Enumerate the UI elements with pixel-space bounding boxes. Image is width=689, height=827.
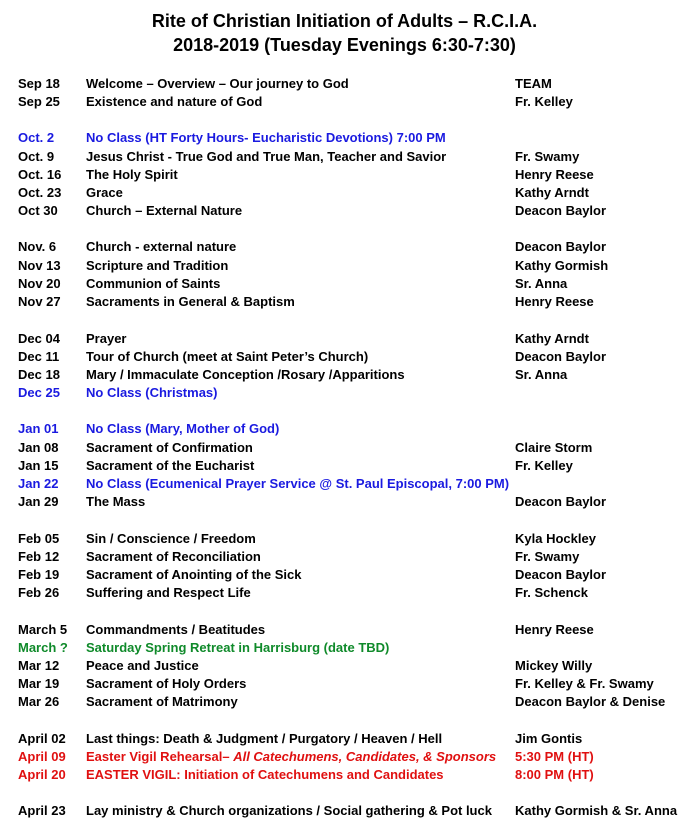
schedule-date: April 02 [18,731,66,746]
schedule-row [0,548,689,566]
schedule-presenter: Deacon Baylor [515,349,607,364]
schedule-row [0,238,689,256]
schedule-topic-text: Sacrament of Reconciliation [86,549,261,564]
schedule-topic [86,420,279,438]
schedule-date: Sep 25 [18,94,60,109]
schedule-date: Jan 15 [18,458,59,473]
schedule-row [0,675,689,693]
schedule-topic-text: No Class (Mary, Mother of God) [86,421,280,436]
schedule-topic [86,457,254,475]
schedule-presenter: Kyla Hockley [515,531,596,546]
page-title: Rite of Christian Initiation of Adults – R.C.I.A. [151,11,538,31]
schedule-row [0,530,689,548]
schedule-presenter: Sr. Anna [515,367,568,382]
schedule-row [0,384,689,402]
schedule-topic [86,802,492,820]
schedule-date: Mar 26 [18,694,60,709]
schedule-presenter: 8:00 PM (HT) [515,767,594,782]
schedule-presenter: TEAM [515,76,552,91]
schedule-topic-text: Jesus Christ - True God and True Man, Teacher and Savior [86,149,447,164]
schedule-topic-text: Grace [86,185,123,200]
schedule-row [0,639,689,657]
schedule-topic-text: No Class (Christmas) [86,385,218,400]
schedule-topic-emphasis: All Catechumens, Candidates, & Sponsors [233,749,497,764]
schedule-presenter: Kathy Arndt [515,331,589,346]
schedule-row [0,439,689,457]
schedule-topic-text: No Class (HT Forty Hours- Eucharistic Devotions) 7:00 PM [86,130,446,145]
schedule-presenter: Fr. Kelley & Fr. Swamy [515,676,654,691]
schedule-topic [86,566,301,584]
schedule-row [0,366,689,384]
schedule-topic-text: Prayer [86,331,127,346]
schedule-topic [86,639,389,657]
schedule-row [0,493,689,511]
schedule-date: Jan 22 [18,476,59,491]
schedule-topic [86,257,228,275]
schedule-date: Nov 13 [18,258,61,273]
schedule-presenter: Kathy Arndt [515,185,589,200]
schedule-topic [86,348,368,366]
schedule-date: March ? [18,640,68,655]
schedule-date: March 5 [18,622,68,637]
schedule-row [0,802,689,820]
schedule-topic [86,584,251,602]
schedule-row [0,148,689,166]
schedule-row [0,293,689,311]
schedule-date: April 09 [18,749,66,764]
schedule-topic [86,493,145,511]
schedule-topic [86,148,446,166]
schedule-row [0,129,689,147]
schedule-row [0,184,689,202]
schedule-row [0,348,689,366]
schedule-topic [86,330,126,348]
schedule-row [0,748,689,766]
schedule-presenter: Sr. Anna [515,276,568,291]
schedule-topic-text: Welcome – Overview – Our journey to God [86,76,349,91]
schedule-topic [86,366,405,384]
schedule-date: Jan 08 [18,440,59,455]
schedule-topic-text: Scripture and Tradition [86,258,229,273]
schedule-date: Oct. 16 [18,167,62,182]
schedule-presenter: Deacon Baylor [515,494,607,509]
schedule-topic-text: Saturday Spring Retreat in Harrisburg (date TBD) [86,640,390,655]
schedule-date: Jan 29 [18,494,59,509]
schedule-topic [86,129,446,147]
schedule-topic-text: Suffering and Respect Life [86,585,251,600]
schedule-date: Nov 20 [18,276,61,291]
schedule-row [0,766,689,784]
schedule-topic [86,202,242,220]
schedule-presenter: Deacon Baylor [515,203,607,218]
schedule-topic [86,184,123,202]
schedule-topic-text: No Class (Ecumenical Prayer Service @ St. Paul Episcopal, 7:00 PM) [86,476,510,491]
schedule-date: Mar 19 [18,676,60,691]
schedule-row [0,693,689,711]
schedule-topic [86,548,261,566]
schedule-row [0,166,689,184]
schedule-topic [86,238,236,256]
schedule-topic-text: Tour of Church (meet at Saint Peter’s Church) [86,349,369,364]
schedule-presenter: Mickey Willy [515,658,593,673]
schedule-presenter: Claire Storm [515,440,593,455]
schedule-topic [86,693,238,711]
schedule-date: Feb 19 [18,567,60,582]
schedule-date: Dec 25 [18,385,60,400]
schedule-topic-text: Easter Vigil Rehearsal– [86,749,234,764]
schedule-date: Nov 27 [18,294,61,309]
schedule-topic [86,384,217,402]
schedule-topic-text: Peace and Justice [86,658,199,673]
schedule-topic [86,275,220,293]
schedule-topic-text: EASTER VIGIL: Initiation of Catechumens and Candidates [86,767,444,782]
schedule-date: Sep 18 [18,76,60,91]
schedule-date: Dec 18 [18,367,60,382]
schedule-topic [86,93,262,111]
schedule-topic-text: Church - external nature [86,239,237,254]
schedule-topic-text: Communion of Saints [86,276,221,291]
schedule-date: Dec 11 [18,349,60,364]
schedule-presenter: 5:30 PM (HT) [515,749,594,764]
schedule-topic [86,766,444,784]
schedule-row [0,93,689,111]
page-subtitle: 2018-2019 (Tuesday Evenings 6:30-7:30) [173,35,516,55]
schedule-presenter: Deacon Baylor [515,567,607,582]
schedule-presenter: Deacon Baylor [515,239,607,254]
schedule-row [0,275,689,293]
schedule-presenter: Kathy Gormish & Sr. Anna [515,803,678,818]
schedule-topic-text: Sacrament of the Eucharist [86,458,255,473]
schedule-row [0,420,689,438]
schedule-row [0,257,689,275]
schedule-topic [86,439,253,457]
schedule-presenter: Henry Reese [515,167,594,182]
schedule-presenter: Henry Reese [515,294,594,309]
schedule-presenter: Fr. Swamy [515,149,580,164]
schedule-presenter: Fr. Kelley [515,94,573,109]
schedule-row [0,584,689,602]
schedule-row [0,457,689,475]
schedule-topic-text: Mary / Immaculate Conception /Rosary /Apparitions [86,367,405,382]
schedule-date: Feb 05 [18,531,60,546]
schedule-row [0,202,689,220]
schedule-date: Dec 04 [18,331,60,346]
schedule-topic [86,166,178,184]
schedule-topic-text: Lay ministry & Church organizations / Social gathering & Pot luck [86,803,492,818]
schedule-topic-text: Commandments / Beatitudes [86,622,266,637]
schedule-topic-text: Existence and nature of God [86,94,263,109]
schedule-row [0,475,689,493]
schedule-row [0,730,689,748]
schedule-date: Oct 30 [18,203,58,218]
schedule-topic [86,730,442,748]
schedule-date: Feb 12 [18,549,60,564]
schedule-row [0,621,689,639]
schedule-date: April 23 [18,803,66,818]
schedule-row [0,566,689,584]
schedule-date: Feb 26 [18,585,60,600]
schedule-topic-text: Sacraments in General & Baptism [86,294,295,309]
schedule-presenter: Deacon Baylor & Denise [515,694,666,709]
schedule-topic-text: Sacrament of Matrimony [86,694,238,709]
schedule-presenter: Jim Gontis [515,731,583,746]
schedule-date: Oct. 9 [18,149,55,164]
schedule-topic-text: Last things: Death & Judgment / Purgatory / Heaven / Hell [86,731,443,746]
schedule-row [0,75,689,93]
schedule-topic-text: The Holy Spirit [86,167,178,182]
schedule-topic [86,621,265,639]
schedule-topic-text: Sacrament of Confirmation [86,440,253,455]
schedule-date: Oct. 2 [18,130,55,145]
schedule-date: Mar 12 [18,658,60,673]
schedule-topic-text: Sin / Conscience / Freedom [86,531,256,546]
schedule-topic [86,657,199,675]
schedule-topic-text: Church – External Nature [86,203,243,218]
schedule-presenter: Henry Reese [515,622,594,637]
schedule-date: Nov. 6 [18,239,57,254]
schedule-topic-text: Sacrament of Anointing of the Sick [86,567,302,582]
schedule-topic [86,530,256,548]
schedule-topic [86,75,349,93]
schedule-date: Jan 01 [18,421,59,436]
schedule-row [0,330,689,348]
schedule-row [0,657,689,675]
schedule-topic [86,293,295,311]
schedule-date: Oct. 23 [18,185,62,200]
schedule-topic [86,675,246,693]
schedule-presenter: Fr. Schenck [515,585,588,600]
schedule-presenter: Fr. Swamy [515,549,580,564]
schedule-presenter: Fr. Kelley [515,458,573,473]
schedule-topic [86,748,496,766]
schedule-presenter: Kathy Gormish [515,258,609,273]
schedule-topic-text: The Mass [86,494,146,509]
schedule-date: April 20 [18,767,66,782]
schedule-topic-text: Sacrament of Holy Orders [86,676,247,691]
schedule-topic [86,475,509,493]
